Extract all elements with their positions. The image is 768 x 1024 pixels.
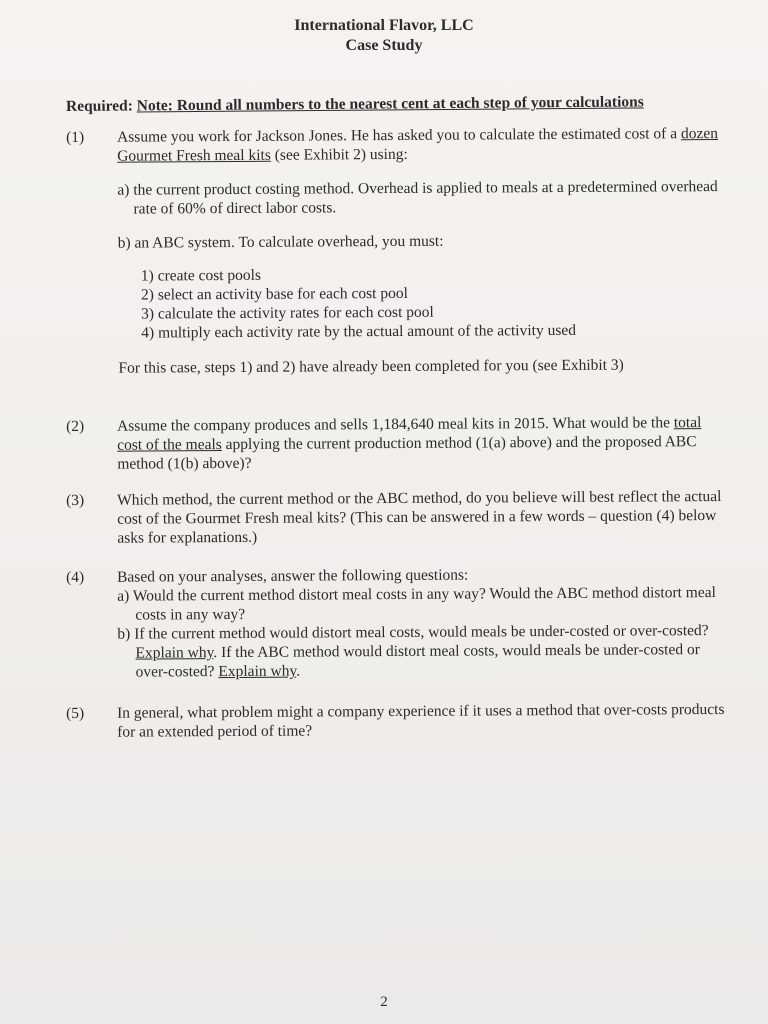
q1-intro-end: (see Exhibit 2) using: xyxy=(274,145,408,164)
question-1 xyxy=(66,124,728,378)
required-label: Required: xyxy=(65,97,133,115)
company-title: International Flavor, LLC xyxy=(294,17,474,34)
question-number: (3) xyxy=(66,491,85,509)
q1-steps-note: For this case, steps 1) and 2) have already been completed for you (see Exhibit 3) xyxy=(118,356,624,377)
question-4 xyxy=(66,564,727,682)
abc-steps-list xyxy=(141,263,727,343)
q1-part-a: a) the current product costing method. Overhead is applied to meals at a predetermined overhead rate of 60% of direct labor costs. xyxy=(117,178,718,218)
question-2 xyxy=(66,413,726,474)
question-1-intro xyxy=(117,124,726,166)
q4-b-explain-why-1: Explain why xyxy=(135,644,214,662)
required-line xyxy=(66,93,716,116)
q4-b-text-middle: . If the ABC method would distort meal costs, would meals be under-costed or over-costed? xyxy=(135,641,700,681)
document-header xyxy=(0,16,768,56)
q2-text-start: Assume the company produces and sells 1,184,640 meal kits in 2015. What would be the xyxy=(117,414,670,435)
q4-b-text-start: b) If the current method would distort meal costs, would meals be under-costed or over-costed? xyxy=(117,622,709,643)
q1-part-b: b) an ABC system. To calculate overhead, you must: xyxy=(117,232,444,252)
q2-underlined-phrase: total cost of the meals xyxy=(117,414,702,454)
question-number: (4) xyxy=(66,568,85,586)
abc-step: 1) create cost pools xyxy=(140,266,262,285)
rounding-note: Note: Round all numbers to the nearest cent at each step of your calculations xyxy=(136,93,644,115)
abc-step: 3) calculate the activity rates for each cost pool xyxy=(141,303,434,323)
q1-underlined-phrase: dozen Gourmet Fresh meal kits xyxy=(117,125,719,165)
q1-intro-text: Assume you work for Jackson Jones. He has asked you to calculate the estimated cost of a xyxy=(117,125,678,146)
q4-part-a: a) Would the current method distort meal costs in any way? Would the ABC method distort meal costs in any way? xyxy=(117,584,716,624)
question-3 xyxy=(66,487,726,548)
document-subtitle: Case Study xyxy=(345,37,423,54)
question-2-text xyxy=(117,413,726,474)
page-number: 2 xyxy=(380,994,388,1010)
question-5 xyxy=(66,700,726,742)
q4-b-text-end: . xyxy=(296,662,301,680)
q4-intro: Based on your analyses, answer the following questions: xyxy=(117,566,469,586)
question-5-text: In general, what problem might a company experience if it uses a method that over-costs products for an extended period of time? xyxy=(117,700,725,741)
question-3-text: Which method, the current method or the ABC method, do you believe will best reflect the actual cost of the Gourmet Fresh meal kits? (This can be answered in a few words – question (4) below asks for explanations.) xyxy=(117,487,722,547)
q4-b-explain-why-2: Explain why xyxy=(218,662,297,681)
abc-step: 4) multiply each activity rate by the actual amount of the activity used xyxy=(141,321,577,342)
question-number: (1) xyxy=(66,128,85,146)
q4-part-b xyxy=(117,621,726,682)
abc-step: 2) select an activity base for each cost pool xyxy=(140,284,408,304)
question-number: (5) xyxy=(66,704,85,722)
question-number: (2) xyxy=(66,417,85,435)
q2-text-end: applying the current production method (1(a) above) and the proposed ABC method (1(b) above)? xyxy=(117,433,697,473)
